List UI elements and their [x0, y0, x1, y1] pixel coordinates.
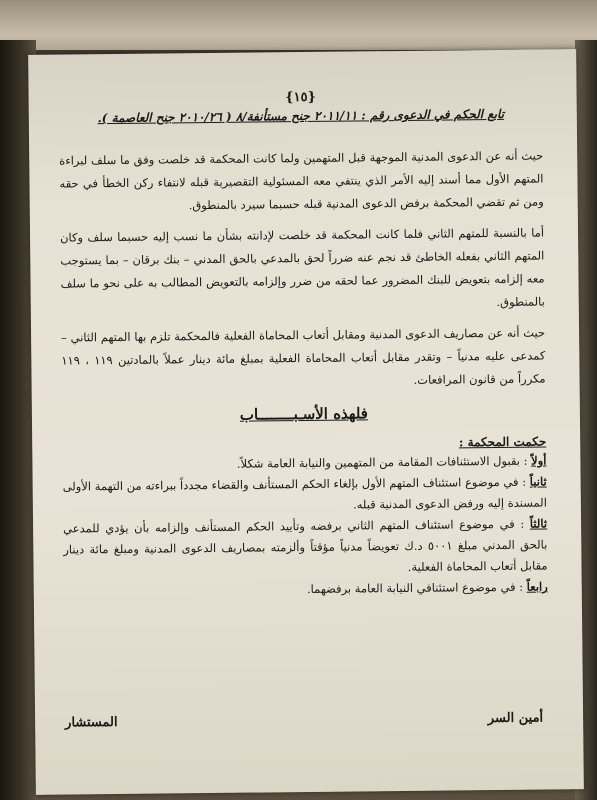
verdict-text: : في موضوع استئناف المتهم الثاني برفضه وتأييد الحكم المستأنف وإلزامه بأن يؤدي للمدعي بالحق المدني مبلغ ٥٠٠١ د.ك تعويضاً مدنياً مؤقتاً وألزمته بمصاريف الدعوى المدنية ومبلغ مائة دينار مقابل أتعاب المحاماة الفعلية.: [63, 516, 548, 574]
verdict-ordinal: رابعاً: [526, 579, 548, 594]
verdict-text: : بقبول الاستئنافات المقامة من المتهمين والنيابة العامة شكلاً.: [236, 453, 528, 471]
signature-secretary: أمين السر: [487, 710, 544, 727]
signature-counselor: المستشار: [65, 714, 118, 731]
verdict-item: [63, 513, 548, 581]
verdict-item: [63, 471, 547, 518]
paragraph-second-defendant: أما بالنسبة للمتهم الثاني فلما كانت المحكمة قد خلصت لإدانته بشأن ما نسب إليه حسبما سلف وكان المتهم الثاني بفعله الخاطئ قد نجم عنه ضرراً لحق بالمدعي بالحق المدني – بنك برقان – بما يستوجب معه إلزامه بتعويض للبنك المضرور عما لحقه من ضرر وإلزامه بالتعويض المطالب به على نحو ما سلف بالمنطوق.: [59, 225, 545, 309]
verdict-heading: حكمت المحكمة :: [458, 434, 547, 450]
verdict-text: : في موضوع استئناف المتهم الأول بإلغاء الحكم المستأنف والقضاء مجدداً ببراءته من التهمة الأولى المسندة إليه ورفض الدعوى المدنية قبله.: [62, 474, 547, 512]
paragraph-expenses: حيث أنه عن مصاريف الدعوى المدنية ومقابل أتعاب المحاماة الفعلية فالمحكمة تلزم بها المتهم الثاني – كمدعى عليه مدنياً – وتقدر مقابل أتعاب المحاماة الفعلية بمبلغ مائة دينار عملاً بالمادتين ١١٩ ، ١١٩ مكرراً من قانون المرافعات.: [61, 325, 546, 387]
page-number: {١٥}: [285, 89, 317, 106]
verdict-item: [64, 576, 548, 602]
verdict-text: : في موضوع استئنافي النيابة العامة برفضهما.: [306, 579, 524, 596]
verdict-ordinal: ثانياً: [529, 474, 547, 489]
paragraph-civil-suit: حيث أنه عن الدعوى المدنية الموجهة قبل المتهمين ولما كانت المحكمة قد خلصت وفق ما سلف لبراءة المتهم الأول مما أسند إليه الأمر الذي ينتفي معه المسئولية التقصيرية قبله لانتفاء ركن الخطأ في حقه ومن ثم تقضي المحكمة برفض الدعوى المدنية قبله حسبما سيرد بالمنطوق.: [59, 148, 544, 213]
document-content: [59, 88, 550, 775]
verdict-ordinal: ثالثاً: [529, 516, 548, 531]
case-heading: تابع الحكم في الدعوى رقم : ٢٠١١/١١ جنح مستأنفة/٨ ( ٢٠١٠/٢٦ جنح العاصمة ).: [97, 106, 505, 126]
verdict-ordinal: أولاً: [531, 453, 547, 468]
document-page: [28, 49, 584, 795]
reasons-title: فلهذه الأسـبــــــــاب: [239, 404, 369, 424]
top-background-strip: [0, 0, 597, 50]
